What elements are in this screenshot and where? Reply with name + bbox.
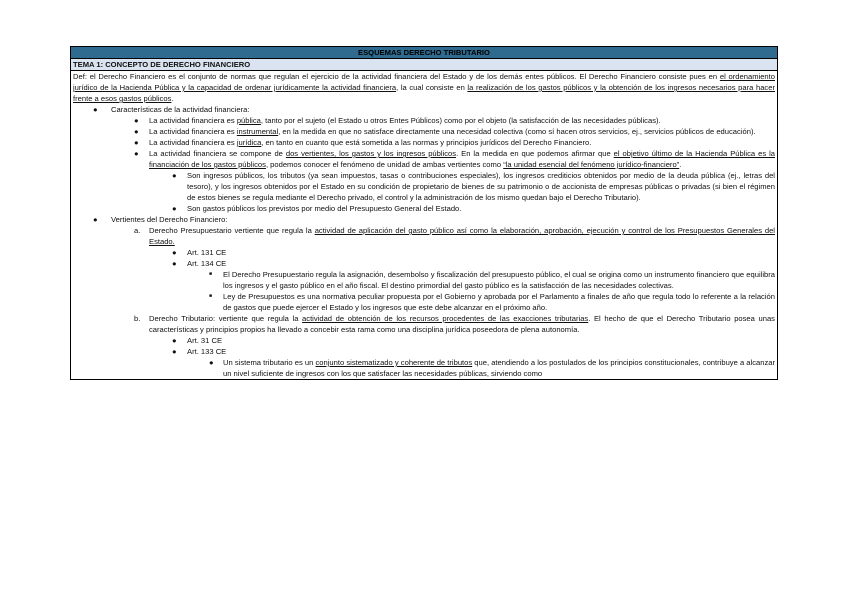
def-text-2: , la cual consiste en <box>396 83 468 92</box>
def-underline-2: la realización de los gastos públicos y la obtención de los ingresos necesarios para hacer frente a esos gastos públicos <box>73 83 775 103</box>
articles-list <box>149 335 775 379</box>
def-underline-1: el ordenamiento jurídico de la Hacienda Pública y la capacidad de ordenar jurídicamente la actividad financiera <box>73 72 775 92</box>
bullet-icon: ● <box>134 127 139 136</box>
item-underline: actividad de aplicación del gasto público así como la elaboración, aprobación, ejecución y control de los Presupuestos Generales del Estado. <box>149 226 775 246</box>
item-text: Son gastos públicos los previstos por medio del Presupuesto General del Estado. <box>187 204 462 213</box>
bullet-icon: ● <box>172 248 177 257</box>
item-text: Derecho Presupuestario vertiente que regula la <box>149 226 315 235</box>
main-list <box>73 104 775 379</box>
ingresos-list <box>149 170 775 214</box>
item-text: Derecho Tributario: vertiente que regula la <box>149 314 303 323</box>
bullet-icon: ● <box>209 358 214 367</box>
item-underline: jurídica <box>236 138 262 147</box>
list-item <box>209 291 775 313</box>
article-ref: Art. 31 CE <box>187 336 223 345</box>
section-content <box>71 71 777 379</box>
bullet-icon: ● <box>172 171 177 180</box>
list-item-presupuestario <box>134 225 775 313</box>
item-text: La actividad financiera es <box>149 138 237 147</box>
bullet-icon: ● <box>172 204 177 213</box>
item-text: , podemos conocer el fenómeno de unidad de ambas vertientes como <box>265 160 504 169</box>
list-marker: b. <box>134 314 141 323</box>
list-item <box>172 346 775 379</box>
square-bullet-icon: ■ <box>209 271 213 277</box>
item-underline: actividad de obtención de los recursos procedentes de las exacciones tributarias <box>302 314 589 323</box>
item-text: La actividad financiera es <box>149 127 237 136</box>
list-item <box>172 335 775 346</box>
list-item <box>172 170 775 203</box>
list-item <box>134 137 775 148</box>
item-text: que, atendiendo a los postulados de los principios constitucionales, contribuye a alcanzar un nivel suficiente de ingresos con los que satisfacer las necesidades públicas, sirviendo como <box>223 358 775 378</box>
caracteristicas-title: Características de la actividad financiera: <box>111 105 250 114</box>
item-underline: el objetivo último de la Hacienda Pública es la financiación de los gastos públicos <box>149 149 775 169</box>
list-item <box>134 126 775 137</box>
document-header: ESQUEMAS DERECHO TRIBUTARIO <box>71 47 777 59</box>
list-item <box>209 357 775 379</box>
square-list <box>187 269 775 313</box>
article-ref: Art. 133 CE <box>187 347 227 356</box>
bullet-icon: ● <box>172 347 177 356</box>
bullet-icon: ● <box>93 215 98 224</box>
item-underline: pública <box>236 116 261 125</box>
item-text: La actividad financiera se compone de <box>149 149 286 158</box>
square-list <box>187 357 775 379</box>
article-ref: Art. 134 CE <box>187 259 227 268</box>
item-underline: instrumental <box>236 127 279 136</box>
bullet-icon: ● <box>134 138 139 147</box>
list-item <box>172 258 775 313</box>
list-item <box>209 269 775 291</box>
item-text: , tanto por el sujeto (el Estado u otros Entes Públicos) como por el objeto (la satisfacción de las necesidades públicas). <box>260 116 661 125</box>
caracteristicas-list <box>111 115 775 214</box>
item-text: . <box>679 160 682 169</box>
item-text: . En la medida en que podemos afirmar que <box>456 149 614 158</box>
item-text: Ley de Presupuestos es una normativa peculiar propuesta por el Gobierno y aprobada por el Parlamento a finales de año que regula todo lo referente a la relación de gastos que puede ejercer el Estado y los ingresos que este debe alcanzar en el próximo año. <box>223 292 775 312</box>
item-text: . El hecho de que el Derecho Tributario posea unas características y principios propios ha llevado a concebir esta rama como una disciplina jurídica poseedora de plena autonomía. <box>149 314 775 334</box>
item-text: La actividad financiera es <box>149 116 237 125</box>
list-item <box>172 247 775 258</box>
section-title: TEMA 1: CONCEPTO DE DERECHO FINANCIERO <box>71 59 777 71</box>
vertientes-list <box>111 225 775 379</box>
square-bullet-icon: ■ <box>209 293 213 299</box>
item-text: Un sistema tributario es un <box>223 358 316 367</box>
list-item-caracteristicas <box>93 104 775 214</box>
document-table <box>70 46 778 380</box>
list-item-vertientes <box>93 214 775 379</box>
def-text-3: . <box>171 94 174 103</box>
item-text: Son ingresos públicos, los tributos (ya sean impuestos, tasas o contribuciones especiales), los ingresos crediticios obtenidos por medio de la deuda pública (ej., letras del tesoro), y los ingresos obtenidos por el Estado en su condición de propietario de bienes de su patrimonio o de accionista de empresas públicas o privadas (si bien el régimen de estos bienes se regula mediante el Derecho privado, el control y la administración de los mismo quedan bajo el Derecho Tributario). <box>187 171 775 202</box>
bullet-icon: ● <box>172 336 177 345</box>
def-text-1: Def: el Derecho Financiero es el conjunto de normas que regulan el ejercicio de la actividad financiera del Estado y de los demás entes públicos. El Derecho Financiero consiste pues en <box>73 72 720 81</box>
bullet-icon: ● <box>134 116 139 125</box>
articles-list <box>149 247 775 313</box>
list-item <box>172 203 775 214</box>
bullet-icon: ● <box>93 105 98 114</box>
article-ref: Art. 131 CE <box>187 248 227 257</box>
list-item-tributario <box>134 313 775 379</box>
item-underline: dos vertientes, los gastos y los ingresos públicos <box>285 149 457 158</box>
definition-paragraph <box>73 71 775 104</box>
item-text: El Derecho Presupuestario regula la asignación, desembolso y fiscalización del presupuesto público, el cual se origina como un instrumento financiero que equilibra los ingresos y el gasto público en el año fiscal. El destino primordial del gasto público es la satisfacción de las necesidades colectivas. <box>223 270 775 290</box>
vertientes-title: Vertientes del Derecho Financiero: <box>111 215 228 224</box>
list-item <box>134 115 775 126</box>
item-text: , en la medida en que no satisface directamente una necesidad colectiva (como sí hacen otros servicios, ej., servicios públicos de educación). <box>278 127 756 136</box>
list-item <box>134 148 775 214</box>
list-marker: a. <box>134 226 141 235</box>
bullet-icon: ● <box>134 149 139 158</box>
item-text: , en tanto en cuanto que está sometida a las normas y principios jurídicos del Derecho Financiero. <box>261 138 592 147</box>
item-underline: conjunto sistematizado y coherente de tributos <box>315 358 473 367</box>
item-underline: “la unidad esencial del fenómeno jurídico-financiero” <box>503 160 680 169</box>
bullet-icon: ● <box>172 259 177 268</box>
